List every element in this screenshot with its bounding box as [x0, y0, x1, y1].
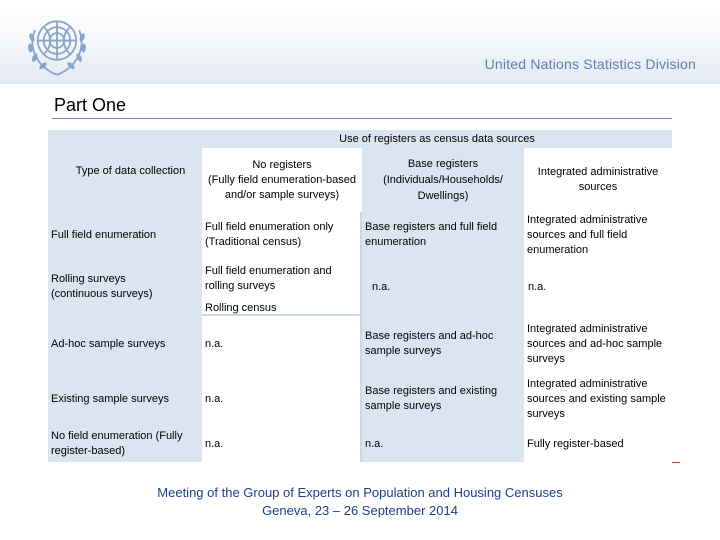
row-base-registers: Base registers and ad-hoc sample surveys: [362, 316, 524, 372]
row-integrated: Fully register-based: [524, 426, 672, 462]
page-title: Part One: [54, 95, 127, 115]
row-base-registers: n.a.: [362, 426, 524, 462]
row-no-registers: n.a.: [202, 372, 362, 426]
un-emblem-icon: [20, 8, 94, 82]
header-integrated-sources: Integrated administrative sources: [524, 148, 672, 212]
slide-marker: [672, 462, 680, 463]
row-no-registers: Full field enumeration only (Traditional census): [202, 212, 362, 258]
row-base-registers: Base registers and existing sample surveys: [362, 372, 524, 426]
row-no-registers: n.a.: [202, 316, 362, 372]
table-row: [48, 212, 672, 258]
row-no-registers: n.a.: [202, 426, 362, 462]
header-type-of-data-collection: Type of data collection: [48, 130, 202, 212]
row-type: Rolling surveys (continuous surveys): [48, 258, 202, 316]
row-no-registers: Full field enumeration and rolling surveys: [202, 258, 362, 302]
row-integrated: n.a.: [524, 258, 672, 316]
row-type: Ad-hoc sample surveys: [48, 316, 202, 372]
title-divider: [52, 118, 672, 119]
table-row: [48, 426, 672, 462]
header-use-of-registers: Use of registers as census data sources: [202, 130, 672, 148]
header-base-registers: Base registers (Individuals/Households/ Dwellings): [362, 148, 524, 212]
header-no-registers: No registers (Fully field enumeration-based and/or sample surveys): [202, 148, 362, 212]
table-row: [48, 258, 672, 302]
row-base-registers: n.a.: [362, 258, 524, 316]
footer-meeting-title: Meeting of the Group of Experts on Population and Housing Censuses: [157, 485, 563, 500]
row-type: No field enumeration (Fully register-based): [48, 426, 202, 462]
row-integrated: Integrated administrative sources and full field enumeration: [524, 212, 672, 258]
table-row: [48, 372, 672, 426]
row-integrated: Integrated administrative sources and ad-hoc sample surveys: [524, 316, 672, 372]
division-name: United Nations Statistics Division: [484, 56, 696, 72]
row-base-registers: Base registers and full field enumeration: [362, 212, 524, 258]
row-rolling-census: Rolling census: [202, 302, 362, 316]
registers-table: [48, 130, 672, 462]
row-integrated: Integrated administrative sources and existing sample surveys: [524, 372, 672, 426]
row-type: Existing sample surveys: [48, 372, 202, 426]
row-type: Full field enumeration: [48, 212, 202, 258]
table-row: [48, 316, 672, 372]
footer-location-date: Geneva, 23 – 26 September 2014: [262, 503, 458, 518]
